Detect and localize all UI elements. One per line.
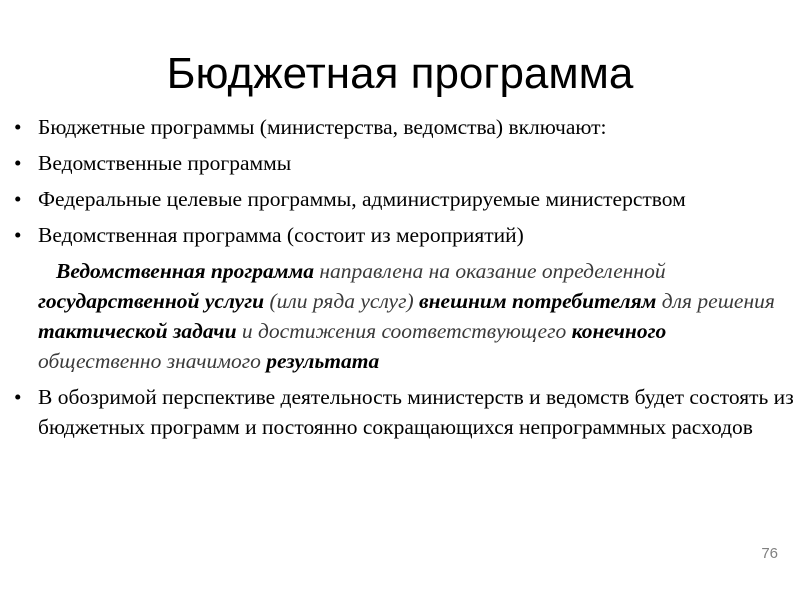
bullet-item [14,112,794,142]
emphasis-term: Ведомственная программа [56,259,314,283]
emphasis-term: тактической задачи [38,319,237,343]
bullet-icon: • [14,115,22,139]
paragraph-text: и достижения соответствующего [236,319,572,343]
paragraph-text: (или ряда услуг) [264,289,419,313]
bullet-icon: • [14,151,22,175]
bullet-item [14,148,794,178]
bullet-text: Бюджетные программы (министерства, ведомства) включают: [38,115,607,139]
emphasis-term: результата [266,349,380,373]
bullet-icon: • [14,223,22,247]
bullet-item [14,220,794,250]
bullet-icon: • [14,385,22,409]
program-definition-paragraph [14,256,794,376]
emphasis-term: конечного [571,319,667,343]
emphasis-term: внешним потребителям [419,289,657,313]
slide-title: Бюджетная программа [166,49,634,98]
slide-body [14,112,794,448]
emphasis-term: государственной услуги [38,289,265,313]
bullet-item [14,382,794,442]
paragraph-text: общественно значимого [38,349,267,373]
bullet-text: Ведомственные программы [38,151,292,175]
bullet-text: Федеральные целевые программы, администрируемые министерством [38,187,686,211]
paragraph-text: для решения [656,289,775,313]
bullet-text: В обозримой перспективе деятельность министерств и ведомств будет состоять из бюджетных программ и постоянно сокращающихся непрограммных расходов [38,385,794,439]
bullet-item [14,184,794,214]
bullet-icon: • [14,187,22,211]
paragraph-text: направлена на оказание определенной [314,259,666,283]
page-number: 76 [761,545,778,562]
bullet-text: Ведомственная программа (состоит из мероприятий) [38,223,524,247]
